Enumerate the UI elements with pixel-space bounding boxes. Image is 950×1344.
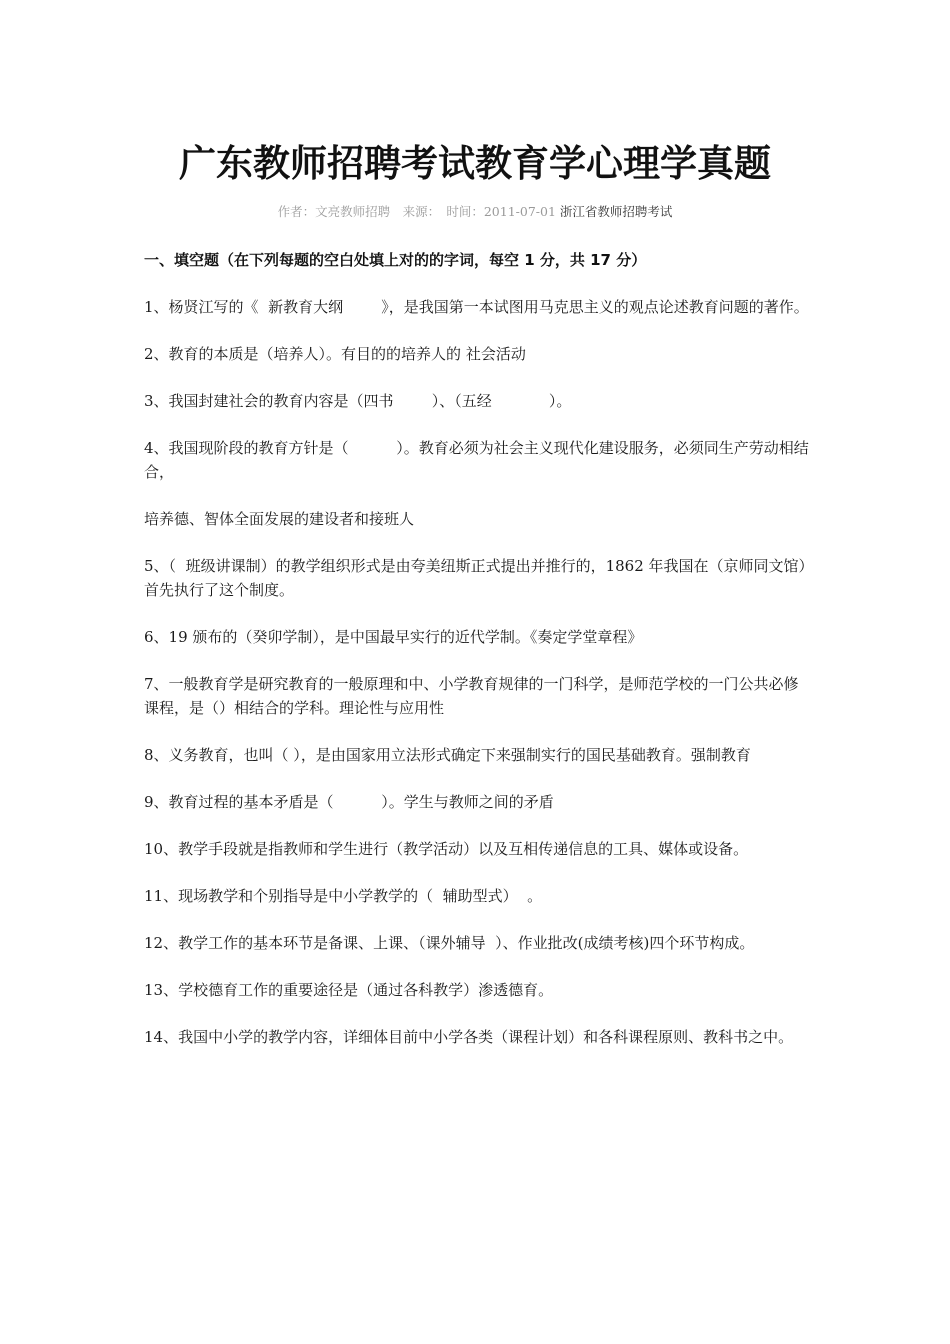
question-2: 2、教育的本质是（培养人）。有目的的培养人的 社会活动 — [144, 345, 526, 363]
question-5: 5、（ 班级讲课制）的教学组织形式是由夸美纽斯正式提出并推行的，1862 年我国在（京师同文馆）首先执行了这个制度。 — [144, 557, 807, 599]
question-9: 9、教育过程的基本矛盾是（ ）。学生与教师之间的矛盾 — [144, 793, 554, 811]
question-3: 3、我国封建社会的教育内容是（四书 ）、（五经 ）。 — [144, 392, 572, 410]
question-7: 7、一般教育学是研究教育的一般原理和中、小学教育规律的一门科学，是师范学校的一门公共必修课程，是（）相结合的学科。理论性与应用性 — [144, 675, 799, 717]
question-12: 12、教学工作的基本环节是备课、上课、（课外辅导 ）、作业批改(成绩考核)四个环节构成。 — [144, 934, 755, 952]
question-4: 4、我国现阶段的教育方针是（ ）。教育必须为社会主义现代化建设服务，必须同生产劳动相结合， — [144, 439, 809, 481]
question-13: 13、学校德育工作的重要途径是（通过各科教学）渗透德育。 — [144, 981, 554, 999]
question-10: 10、教学手段就是指教师和学生进行（教学活动）以及互相传递信息的工具、媒体或设备。 — [144, 840, 749, 858]
section-heading: 一、填空题（在下列每题的空白处填上对的的字词，每空 1 分，共 17 分） — [144, 251, 647, 269]
meta-info: 作者：文亮教师招聘 来源： 时间：2011-07-01 — [277, 204, 556, 219]
document-title: 广东教师招聘考试教育学心理学真题 — [179, 142, 771, 185]
document-meta — [0, 202, 950, 222]
question-11: 11、现场教学和个别指导是中小学教学的（ 辅助型式） 。 — [144, 887, 543, 905]
question-8: 8、义务教育，也叫（ ），是由国家用立法形式确定下来强制实行的国民基础教育。强制教育 — [144, 746, 751, 764]
question-4-continuation: 培养德、智体全面发展的建设者和接班人 — [144, 510, 415, 528]
question-6: 6、19 颁布的（癸卯学制），是中国最早实行的近代学制。《奏定学堂章程》 — [144, 628, 643, 646]
document-body — [144, 248, 812, 1072]
question-14: 14、我国中小学的教学内容，详细体目前中小学各类（课程计划）和各科课程原则、教科书之中。 — [144, 1028, 794, 1046]
meta-source: 浙江省教师招聘考试 — [559, 204, 673, 219]
question-1: 1、杨贤江写的《 新教育大纲 》，是我国第一本试图用马克思主义的观点论述教育问题的著作。 — [144, 298, 809, 316]
